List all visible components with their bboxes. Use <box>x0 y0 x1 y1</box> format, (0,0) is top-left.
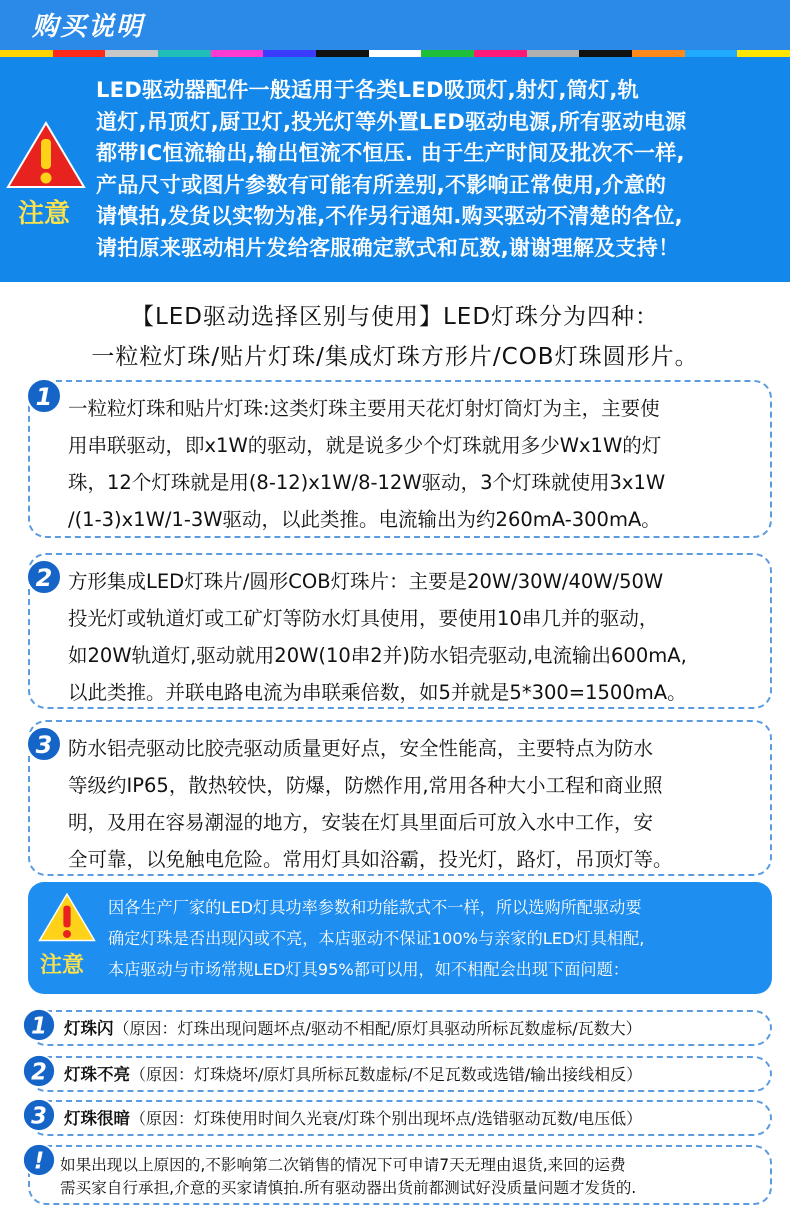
section-subheading: 一粒粒灯珠/贴片灯珠/集成灯珠方形片/COB灯珠圆形片。 <box>91 344 699 370</box>
section-line: 全可靠，以免触电危险。常用灯具如浴霸，投光灯，路灯，吊顶灯等。 <box>68 848 673 871</box>
section-line: 明，及用在容易潮湿的地方，安装在灯具里面后可放入水中工作，安 <box>68 811 654 834</box>
notice-bottom-line: 确定灯珠是否出现闪或不亮，本店驱动不保证100%与亲家的LED灯具相配, <box>108 929 645 948</box>
section-number: 3 <box>35 731 53 759</box>
section-line: 珠，12个灯珠就是用(8-12)x1W/8-12W驱动，3个灯珠就使用3x1W <box>68 471 666 494</box>
stripe-segment <box>685 50 738 57</box>
stripe-segment <box>0 50 53 57</box>
notice-bottom-label: 注意 <box>40 953 85 978</box>
section-number: 1 <box>35 383 53 411</box>
final-note-mark: ! <box>33 1148 45 1175</box>
notice-top-line: 道灯,吊顶灯,厨卫灯,投光灯等外置LED驱动电源,所有驱动电源 <box>96 109 687 134</box>
stripe-segment <box>158 50 211 57</box>
problem-number: 3 <box>31 1103 47 1130</box>
problem-number: 2 <box>31 1059 47 1086</box>
notice-top-label: 注意 <box>18 199 71 229</box>
notice-top-line: 都带IC恒流输出,输出恒流不恒压. 由于生产时间及批次不一样, <box>96 141 685 165</box>
stripe-segment <box>211 50 264 57</box>
section-line: 防水铝壳驱动比胶壳驱动质量更好点，安全性能高，主要特点为防水 <box>68 737 654 760</box>
notice-top-line: 请慎拍,发货以实物为准,不作另行通知.购买驱动不清楚的各位, <box>96 204 683 228</box>
final-note-text <box>60 1154 636 1200</box>
color-stripe <box>0 50 790 57</box>
number-badge-icon <box>26 378 62 414</box>
problem-detail: （原因：灯珠使用时间久光衰/灯珠个别出现坏点/选错驱动瓦数/电压低） <box>130 1109 643 1128</box>
section-line: /(1-3)x1W/1-3W驱动，以此类推。电流输出为约260mA-300mA。 <box>68 508 661 531</box>
section-number: 2 <box>35 564 53 592</box>
section-line: 等级约IP65，散热较快，防爆，防燃作用,常用各种大小工程和商业照 <box>68 774 663 797</box>
problem-text <box>64 1064 642 1086</box>
number-badge-icon <box>22 1098 58 1134</box>
section-text <box>68 563 687 711</box>
problem-title: 灯珠闪 <box>64 1019 114 1038</box>
stripe-segment <box>316 50 369 57</box>
section-box-1 <box>28 380 772 538</box>
final-note-line: 如果出现以上原因的,不影响第二次销售的情况下可申请7天无理由退货,来回的运费 <box>60 1156 626 1174</box>
warning-icon <box>6 121 86 191</box>
stripe-segment <box>369 50 422 57</box>
stripe-segment <box>474 50 527 57</box>
section-line: 如20W轨道灯,驱动就用20W(10串2并)防水铝壳驱动,电流输出600mA, <box>68 644 687 667</box>
section-text <box>68 390 665 538</box>
exclamation-badge-icon <box>22 1143 58 1179</box>
header-title: 购买说明 <box>32 12 145 42</box>
section-line: 投光灯或轨道灯或工矿灯等防水灯具使用，要使用10串几并的驱动， <box>68 607 659 630</box>
notice-bottom-text <box>108 892 644 985</box>
section-box-2 <box>28 553 772 709</box>
section-heading: 【LED驱动选择区别与使用】LED灯珠分为四种： <box>130 304 660 330</box>
section-box-3 <box>28 720 772 876</box>
problem-number: 1 <box>31 1013 47 1040</box>
section-text <box>68 730 673 878</box>
notice-top-line: 请拍原来驱动相片发给客服确定款式和瓦数,谢谢理解及支持！ <box>96 235 680 260</box>
problem-row-2 <box>28 1056 772 1092</box>
header-bar <box>0 0 790 50</box>
notice-top-text <box>96 75 786 264</box>
final-note-line: 需买家自行承担,介意的买家请慎拍.所有驱动器出货前都测试好没质量问题才发货的. <box>60 1179 637 1197</box>
stripe-segment <box>579 50 632 57</box>
final-note <box>28 1145 772 1205</box>
notice-top-line: 产品尺寸或图片参数有可能有所差别,不影响正常使用,介意的 <box>96 172 667 197</box>
problem-title: 灯珠不亮 <box>64 1065 130 1084</box>
number-badge-icon <box>22 1054 58 1090</box>
section-line: 以此类推。并联电路电流为串联乘倍数，如5并就是5*300=1500mA。 <box>68 681 687 704</box>
problem-detail: （原因：灯珠烧坏/原灯具所标瓦数虚标/不足瓦数或选错/输出接线相反） <box>130 1065 643 1084</box>
problem-row-1 <box>28 1010 772 1046</box>
stripe-segment <box>105 50 158 57</box>
number-badge-icon <box>22 1008 58 1044</box>
problem-row-3 <box>28 1100 772 1136</box>
stripe-segment <box>421 50 474 57</box>
section-line: 用串联驱动，即x1W的驱动，就是说多少个灯珠就用多少Wx1W的灯 <box>68 434 662 457</box>
notice-bottom-line: 本店驱动与市场常规LED灯具95%都可以用，如不相配会出现下面问题： <box>108 960 629 979</box>
section-line: 方形集成LED灯珠片/圆形COB灯珠片：主要是20W/30W/40W/50W <box>68 570 664 593</box>
problem-text <box>64 1018 642 1040</box>
notice-top <box>0 57 790 282</box>
number-badge-icon <box>26 726 62 762</box>
notice-bottom-line: 因各生产厂家的LED灯具功率参数和功能款式不一样，所以选购所配驱动要 <box>108 898 642 917</box>
problem-title: 灯珠很暗 <box>64 1109 130 1128</box>
warning-icon <box>38 892 96 944</box>
stripe-segment <box>263 50 316 57</box>
stripe-segment <box>737 50 790 57</box>
problem-text <box>64 1108 642 1130</box>
stripe-segment <box>53 50 106 57</box>
problem-detail: （原因：灯珠出现问题坏点/驱动不相配/原灯具驱动所标瓦数虚标/瓦数大） <box>113 1019 642 1038</box>
stripe-segment <box>632 50 685 57</box>
notice-top-line: LED驱动器配件一般适用于各类LED吸顶灯,射灯,筒灯,轨 <box>96 78 639 102</box>
stripe-segment <box>527 50 580 57</box>
number-badge-icon <box>26 559 62 595</box>
section-line: 一粒粒灯珠和贴片灯珠:这类灯珠主要用天花灯射灯筒灯为主，主要使 <box>68 397 660 420</box>
notice-bottom <box>28 882 772 994</box>
